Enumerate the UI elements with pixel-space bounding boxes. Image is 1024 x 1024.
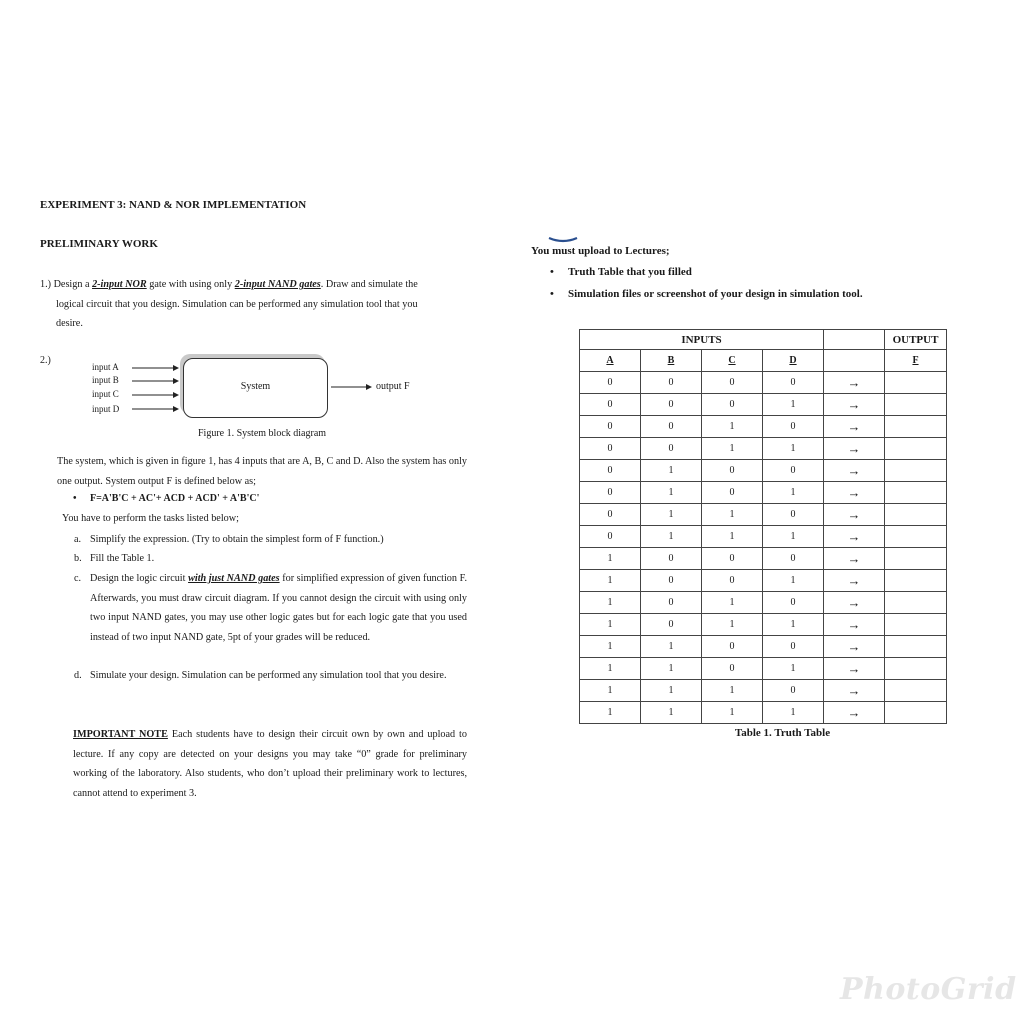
table-cell-d: 0 <box>763 372 824 394</box>
task-c-text <box>90 569 467 647</box>
upload-item-1-text: Truth Table that you filled <box>568 266 692 278</box>
truth-table-body <box>580 372 947 724</box>
upload-item-1: • Truth Table that you filled <box>550 266 692 278</box>
output-f-cell[interactable] <box>885 394 947 416</box>
task-c-post: for simplified expression of given function F. Afterwards, you must draw circuit diagram. If you cannot design the circuit with using only two input NAND gates, you may use other logic gates but for each logic gate that you used instead of two input NAND gate, 5pt of your grades will be reduced. <box>90 573 467 643</box>
table-cell-b: 1 <box>641 504 702 526</box>
table-row <box>580 526 947 548</box>
table-cell-b: 0 <box>641 438 702 460</box>
input-d-label: input D <box>92 404 120 414</box>
table-cell-b: 0 <box>641 592 702 614</box>
table-cell-d: 1 <box>763 702 824 724</box>
arrow-icon: → <box>824 702 885 724</box>
table-cell-c: 1 <box>702 416 763 438</box>
task-c-pre: Design the logic circuit <box>90 573 189 584</box>
note-text: Each students have to design their circuit own by own and upload to lecture. If any copy are detected on your designs you may take “0” grade for preliminary working of the laboratory. Also students, who don’t upload their preliminary work to lectures, cannot attend to experiment 3. <box>73 729 467 799</box>
truth-table <box>579 329 947 724</box>
table-cell-d: 0 <box>763 592 824 614</box>
important-note <box>73 725 467 803</box>
note-label: IMPORTANT NOTE <box>73 729 168 740</box>
upload-item-2-text: Simulation files or screenshot of your design in simulation tool. <box>568 288 863 300</box>
table-cell-c: 0 <box>702 482 763 504</box>
arrow-icon: → <box>824 438 885 460</box>
table-cell-c: 1 <box>702 526 763 548</box>
table-cell-b: 0 <box>641 548 702 570</box>
table-row <box>580 394 947 416</box>
arrow-icon: → <box>824 526 885 548</box>
output-f-cell[interactable] <box>885 658 947 680</box>
table-row <box>580 504 947 526</box>
table-cell-a: 1 <box>580 548 641 570</box>
table-cell-c: 1 <box>702 504 763 526</box>
table-cell-d: 1 <box>763 570 824 592</box>
table-cell-a: 0 <box>580 438 641 460</box>
table-cell-c: 1 <box>702 614 763 636</box>
col-header-b: B <box>641 350 702 372</box>
table-cell-d: 1 <box>763 394 824 416</box>
task-d-letter: d. <box>74 670 82 681</box>
q1-nor-emphasis: 2-input NOR <box>92 279 147 290</box>
table-cell-b: 1 <box>641 680 702 702</box>
table-row <box>580 416 947 438</box>
arrow-icon: → <box>824 416 885 438</box>
task-a-letter: a. <box>74 534 82 545</box>
output-f-cell[interactable] <box>885 592 947 614</box>
output-f-cell[interactable] <box>885 526 947 548</box>
table-cell-d: 1 <box>763 658 824 680</box>
swoosh-mark <box>548 236 578 244</box>
table-cell-d: 0 <box>763 504 824 526</box>
table-cell-a: 0 <box>580 526 641 548</box>
input-a-label: input A <box>92 362 119 372</box>
table-cell-a: 1 <box>580 570 641 592</box>
table-cell-c: 1 <box>702 680 763 702</box>
arrow-icon: → <box>824 482 885 504</box>
table-cell-a: 0 <box>580 504 641 526</box>
table-cell-a: 1 <box>580 614 641 636</box>
table-cell-b: 0 <box>641 394 702 416</box>
table-row <box>580 570 947 592</box>
output-f-cell[interactable] <box>885 438 947 460</box>
q1-line2: logical circuit that you design. Simulation can be performed any simulation tool that you <box>56 298 418 310</box>
arrow-icon: → <box>824 372 885 394</box>
table-cell-b: 1 <box>641 658 702 680</box>
task-a <box>74 530 467 550</box>
col-header-f: F <box>885 350 947 372</box>
figure-caption: Figure 1. System block diagram <box>198 428 327 439</box>
arrow-icon: → <box>824 504 885 526</box>
table-cell-c: 1 <box>702 438 763 460</box>
table-cell-d: 0 <box>763 548 824 570</box>
table-cell-d: 0 <box>763 460 824 482</box>
output-f-cell[interactable] <box>885 702 947 724</box>
table-row <box>580 680 947 702</box>
task-d-text: Simulate your design. Simulation can be performed any simulation tool that you desire. <box>90 670 447 681</box>
arrow-icon: → <box>824 460 885 482</box>
col-header-c: C <box>702 350 763 372</box>
function-expression: F=A'B'C + AC'+ ACD + ACD' + A'B'C' <box>90 493 260 504</box>
inputs-header: INPUTS <box>580 330 824 350</box>
table-cell-d: 0 <box>763 416 824 438</box>
table-cell-c: 0 <box>702 394 763 416</box>
table-cell-d: 1 <box>763 482 824 504</box>
table-cell-a: 1 <box>580 636 641 658</box>
table-cell-b: 1 <box>641 460 702 482</box>
arrow-icon: → <box>824 636 885 658</box>
table-cell-a: 1 <box>580 702 641 724</box>
q1-rest: . Draw and simulate the <box>320 279 418 290</box>
upload-title: You must upload to Lectures; <box>531 245 670 257</box>
system-label: System <box>240 381 271 392</box>
table-cell-a: 0 <box>580 416 641 438</box>
table-cell-d: 1 <box>763 614 824 636</box>
output-f-cell[interactable] <box>885 482 947 504</box>
table-cell-a: 1 <box>580 658 641 680</box>
table-cell-b: 0 <box>641 614 702 636</box>
table-row <box>580 548 947 570</box>
output-f-cell[interactable] <box>885 570 947 592</box>
table-cell-b: 1 <box>641 526 702 548</box>
table-cell-a: 0 <box>580 372 641 394</box>
task-c-emphasis: with just NAND gates <box>188 573 280 584</box>
arrow-header-empty <box>824 330 885 350</box>
col-header-a: A <box>580 350 641 372</box>
table-cell-d: 1 <box>763 438 824 460</box>
table-cell-b: 0 <box>641 372 702 394</box>
table-row <box>580 636 947 658</box>
table-row <box>580 592 947 614</box>
table-cell-b: 0 <box>641 570 702 592</box>
input-c-label: input C <box>92 389 119 399</box>
table-caption: Table 1. Truth Table <box>734 727 831 739</box>
task-c-letter: c. <box>74 573 82 584</box>
table-row <box>580 658 947 680</box>
experiment-title: EXPERIMENT 3: NAND & NOR IMPLEMENTATION <box>40 199 307 211</box>
q1-nand-emphasis: 2-input NAND gates <box>234 279 321 290</box>
output-f-label: output F <box>376 381 410 392</box>
upload-item-2: • Simulation files or screenshot of your design in simulation tool. <box>550 288 863 300</box>
table-cell-b: 1 <box>641 636 702 658</box>
arrow-icon: → <box>824 680 885 702</box>
task-b <box>74 549 467 569</box>
arrow-icon: → <box>824 394 885 416</box>
task-b-letter: b. <box>74 553 82 564</box>
col-header-arrow-empty <box>824 350 885 372</box>
output-f-cell[interactable] <box>885 416 947 438</box>
table-cell-c: 0 <box>702 636 763 658</box>
q1-middle: gate with using only <box>146 279 235 290</box>
table-cell-d: 0 <box>763 636 824 658</box>
table-cell-c: 0 <box>702 548 763 570</box>
table-row <box>580 372 947 394</box>
table-row <box>580 438 947 460</box>
table-cell-c: 0 <box>702 372 763 394</box>
arrow-icon: → <box>824 570 885 592</box>
table-cell-c: 1 <box>702 592 763 614</box>
photogrid-watermark: PhotoGrid <box>840 972 1017 1007</box>
output-f-cell[interactable] <box>885 460 947 482</box>
system-description: The system, which is given in figure 1, has 4 inputs that are A, B, C and D. Also the system has only one output. System output F is defined below as; <box>57 456 467 487</box>
task-c <box>74 569 467 647</box>
output-header: OUTPUT <box>885 330 947 350</box>
tasks-intro: You have to perform the tasks listed below; <box>62 513 239 524</box>
output-f-cell[interactable] <box>885 680 947 702</box>
table-cell-b: 1 <box>641 482 702 504</box>
arrow-icon: → <box>824 548 885 570</box>
table-cell-a: 1 <box>580 592 641 614</box>
table-row <box>580 460 947 482</box>
arrow-icon: → <box>824 614 885 636</box>
output-f-cell[interactable] <box>885 614 947 636</box>
output-f-cell[interactable] <box>885 372 947 394</box>
col-header-d: D <box>763 350 824 372</box>
table-cell-b: 1 <box>641 702 702 724</box>
table-cell-a: 0 <box>580 460 641 482</box>
table-cell-c: 1 <box>702 702 763 724</box>
output-f-cell[interactable] <box>885 548 947 570</box>
input-b-label: input B <box>92 375 119 385</box>
table-row <box>580 614 947 636</box>
table-row <box>580 482 947 504</box>
preliminary-heading: PRELIMINARY WORK <box>40 238 158 250</box>
table-cell-a: 0 <box>580 482 641 504</box>
table-cell-d: 0 <box>763 680 824 702</box>
q1-prefix: 1.) Design a <box>40 279 93 290</box>
arrow-icon: → <box>824 592 885 614</box>
output-f-cell[interactable] <box>885 504 947 526</box>
q1-line3: desire. <box>56 318 83 329</box>
task-b-text: Fill the Table 1. <box>90 553 155 564</box>
table-cell-c: 0 <box>702 570 763 592</box>
output-f-cell[interactable] <box>885 636 947 658</box>
arrow-icon: → <box>824 658 885 680</box>
task-a-text: Simplify the expression. (Try to obtain the simplest form of F function.) <box>90 534 384 545</box>
function-bullet: • F=A'B'C + AC'+ ACD + ACD' + A'B'C' <box>73 493 260 504</box>
table-cell-b: 0 <box>641 416 702 438</box>
table-cell-a: 1 <box>580 680 641 702</box>
question-2-number: 2.) <box>40 355 51 366</box>
table-cell-d: 1 <box>763 526 824 548</box>
task-d <box>74 666 467 686</box>
table-cell-a: 0 <box>580 394 641 416</box>
table-cell-c: 0 <box>702 460 763 482</box>
table-cell-c: 0 <box>702 658 763 680</box>
table-row <box>580 702 947 724</box>
